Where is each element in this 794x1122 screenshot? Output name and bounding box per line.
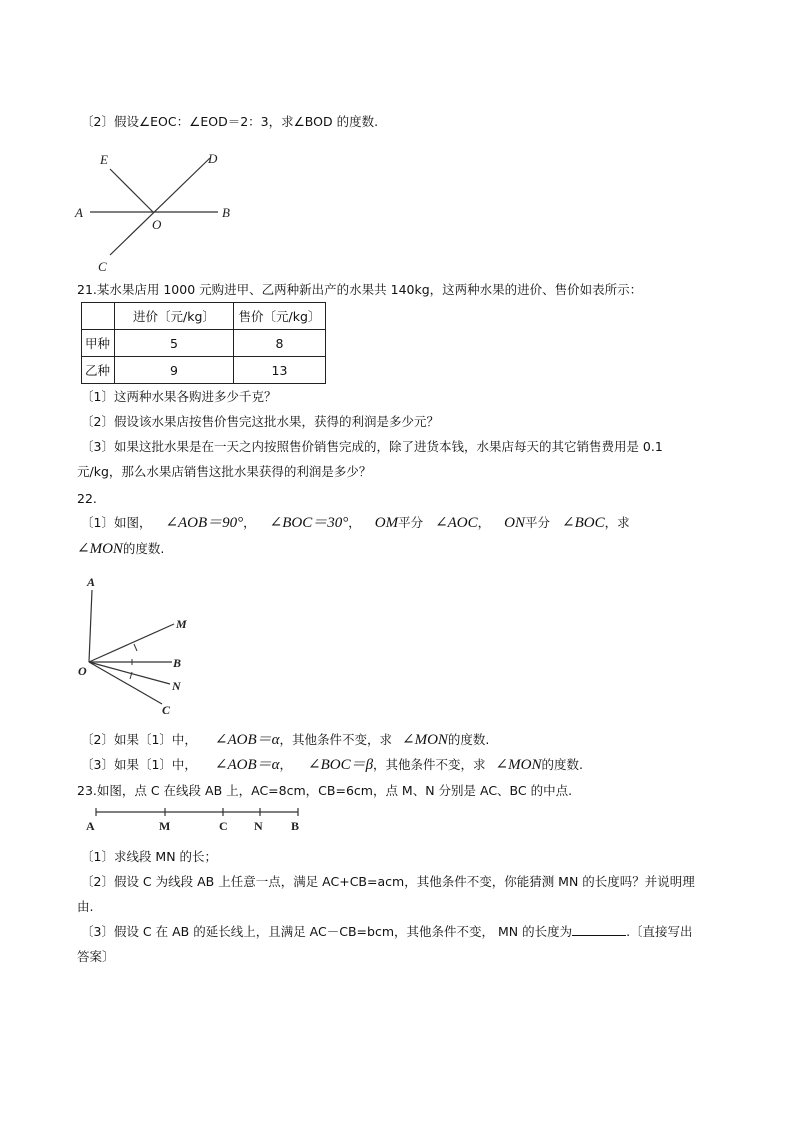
- q20-figure: [70, 145, 250, 280]
- q21-part2: 〔2〕假设该水果店按售价售完这批水果，获得的利润是多少元？: [81, 414, 439, 429]
- table-cell: 9: [115, 357, 234, 384]
- q23-part1: 〔1〕求线段 MN 的长；: [81, 849, 218, 864]
- q23-part2-line2: 由.: [77, 899, 94, 914]
- line-cd: [110, 158, 210, 255]
- q22-p1-bisect1: 平分: [398, 515, 424, 530]
- q22-p1-boc: ∠BOC＝30°: [269, 515, 349, 531]
- q22-part1-line1: [81, 514, 630, 532]
- q23-part3-prefix: 〔3〕假设 C 在 AB 的延长线上，且满足 AC－CB=bcm，其他条件不变， MN 的长度为: [81, 924, 573, 939]
- q22-p1-mon: ∠MON: [77, 541, 123, 557]
- q20-part2: 〔2〕假设∠EOC：∠EOD＝2：3，求∠BOD 的度数.: [81, 114, 379, 129]
- q22-p1-aoc: ∠AOC: [435, 515, 478, 531]
- label-m: M: [159, 819, 171, 833]
- q22-p1-bisect2: 平分: [525, 515, 551, 530]
- q22-p3-aob: ∠AOB＝α: [214, 757, 280, 773]
- table-cell: 13: [234, 357, 326, 384]
- q22-p2-mid: ，其他条件不变，求: [279, 732, 393, 747]
- table-header-price: 售价〔元/kg〕: [234, 303, 326, 330]
- q21-stem: 21.某水果店用 1000 元购进甲、乙两种新出产的水果共 140kg，这两种水果的进价、售价如表所示：: [77, 282, 643, 297]
- ray-oe: [110, 169, 153, 212]
- q23-segment-figure: [80, 802, 310, 836]
- q23-stem: 23.如图，点 C 在线段 AB 上，AC=8cm，CB=6cm，点 M、N 分别是 AC、BC 的中点.: [77, 783, 573, 798]
- table-cell: 甲种: [82, 330, 115, 357]
- ray-oa: [89, 590, 92, 662]
- q22-p1-om: OM: [374, 515, 399, 531]
- table-cell: 乙种: [82, 357, 115, 384]
- ray-on: [89, 662, 170, 684]
- q22-p1-boc2: ∠BOC: [562, 515, 605, 531]
- q23-part2-line1: 〔2〕假设 C 为线段 AB 上任意一点，满足 AC+CB=acm，其他条件不变，你能猜测 MN 的长度吗？并说明理: [81, 874, 695, 889]
- q21-part3-line1: 〔3〕如果这批水果是在一天之内按照售价销售完成的，除了进货本钱，水果店每天的其它销售费用是 0.1: [81, 439, 663, 454]
- ray-om: [89, 624, 174, 662]
- q22-p1-prefix: 〔1〕如图，: [81, 515, 152, 530]
- label-c: C: [219, 819, 228, 833]
- tick-om: [134, 644, 137, 651]
- q22-p2-prefix: 〔2〕如果〔1〕中，: [81, 732, 197, 747]
- q21-part1: 〔1〕这两种水果各购进多少千克？: [81, 389, 277, 404]
- table-row: [82, 357, 326, 384]
- q22-p1-comma2: ，: [348, 515, 361, 530]
- table-row: [82, 330, 326, 357]
- q22-figure: [74, 572, 204, 722]
- price-table: [81, 302, 326, 384]
- q22-part3: [81, 756, 583, 774]
- q22-p1-ask: ，求: [604, 515, 630, 530]
- table-cell: 8: [234, 330, 326, 357]
- q22-p3-boc: ∠BOC＝β: [308, 757, 374, 773]
- q22-part2: [81, 731, 489, 749]
- table-cell: [82, 303, 115, 330]
- label-d: D: [208, 151, 218, 166]
- label-n: N: [254, 819, 263, 833]
- q23-part3-suffix: .〔直接写出: [626, 924, 693, 939]
- q22-p3-comma: ，: [279, 757, 293, 772]
- q22-part1-line2: [77, 540, 164, 558]
- q22-p3-mon: ∠MON: [495, 757, 542, 773]
- table-header-cost: 进价〔元/kg〕: [115, 303, 234, 330]
- q22-p1-comma1: ，: [243, 515, 256, 530]
- label-b: B: [222, 205, 230, 220]
- q23-part3-line2: 答案〕: [77, 949, 115, 964]
- q23-part3-line1: [81, 923, 693, 941]
- label-o: O: [78, 664, 87, 678]
- table-header-row: [82, 303, 326, 330]
- label-c: C: [162, 703, 171, 717]
- q22-p2-mon: ∠MON: [402, 732, 448, 748]
- label-c: C: [98, 259, 107, 274]
- table-cell: 5: [115, 330, 234, 357]
- q22-number: 22.: [77, 491, 97, 506]
- answer-blank[interactable]: [572, 923, 626, 936]
- label-e: E: [100, 152, 108, 167]
- label-b: B: [173, 656, 182, 670]
- label-a: A: [75, 205, 83, 220]
- label-n: N: [172, 679, 181, 693]
- label-a: A: [87, 575, 96, 589]
- label-m: M: [176, 617, 187, 631]
- q21-part3-line2: 元/kg，那么水果店销售这批水果获得的利润是多少？: [77, 464, 372, 479]
- q22-p2-end: 的度数.: [447, 732, 490, 747]
- label-b: B: [291, 819, 300, 833]
- q22-p1-end: 的度数.: [122, 541, 165, 556]
- q22-p3-mid: ，其他条件不变，求: [373, 757, 486, 772]
- q22-p1-comma3: ，: [477, 515, 491, 530]
- q22-p3-prefix: 〔3〕如果〔1〕中，: [81, 757, 197, 772]
- label-a: A: [86, 819, 95, 833]
- label-o: O: [152, 217, 162, 232]
- q22-p3-end: 的度数.: [541, 757, 583, 772]
- q22-p2-aob: ∠AOB＝α: [214, 732, 280, 748]
- ray-oc: [89, 662, 162, 704]
- q22-p1-on: ON: [504, 515, 525, 531]
- q22-p1-aob: ∠AOB＝90°: [165, 515, 244, 531]
